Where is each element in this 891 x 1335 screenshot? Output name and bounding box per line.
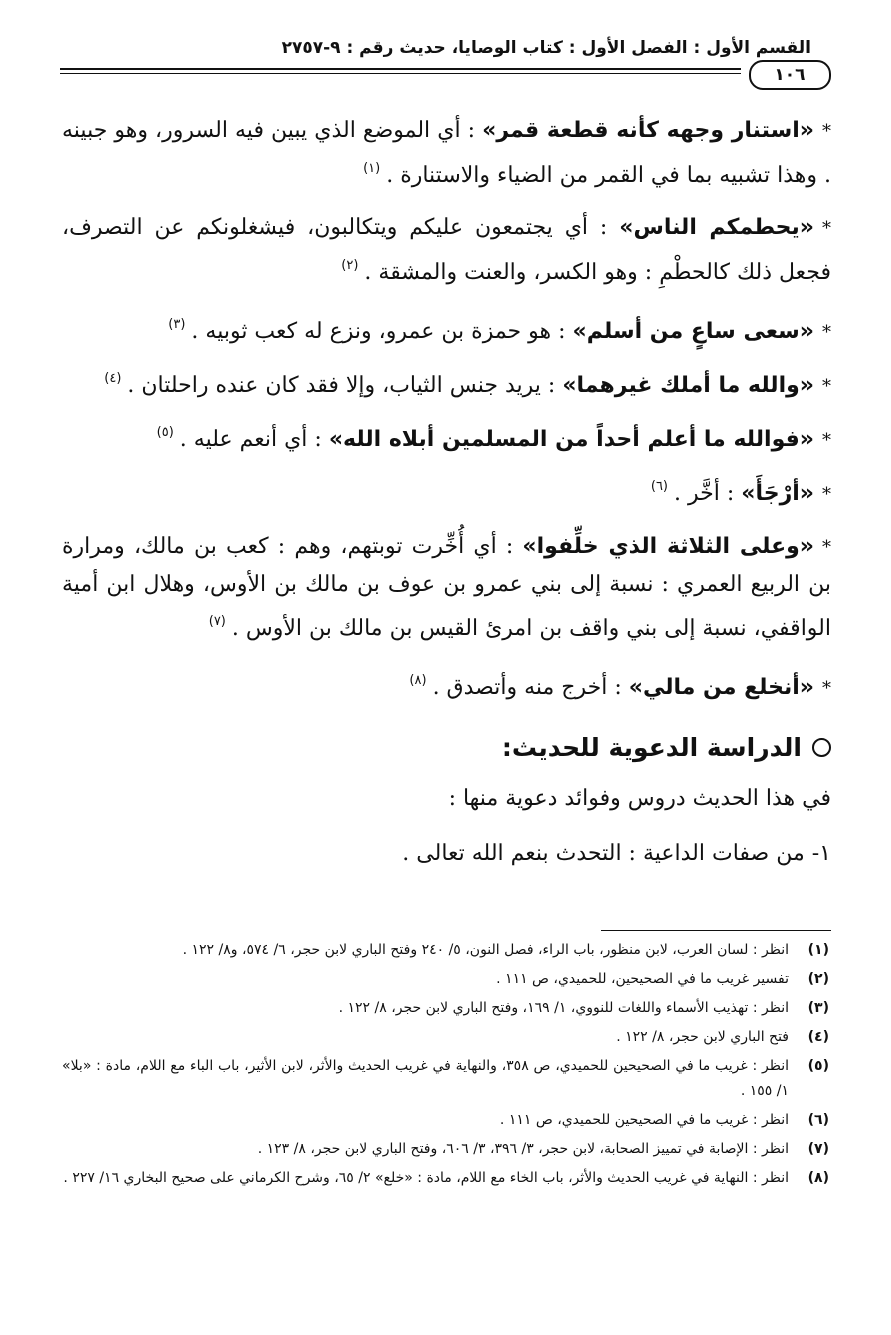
asterisk-icon: * (822, 678, 831, 699)
gloss-text: : أي يجتمعون عليكم ويتكالبون، فيشغلونكم عن التصرف، فجعل ذلك كالحطْمِ : وهو الكسر، والعنت والمشقة . (62, 215, 831, 285)
asterisk-icon: * (822, 218, 831, 239)
section-heading-text: الدراسة الدعوية للحديث: (501, 733, 802, 762)
running-header (60, 38, 831, 85)
gloss-text: : أي أنعم عليه . (179, 427, 329, 452)
footnote-ref[interactable]: (٣) (168, 317, 186, 332)
page-number: ١٠٦ (749, 60, 831, 90)
footnote-ref[interactable]: (٥) (156, 425, 174, 440)
footnote-text: فتح الباري لابن حجر، ٨/ ١٢٢ . (616, 1029, 789, 1045)
gloss-text: : أي الموضع الذي يبين فيه السرور، وهو جبينه . وهذا تشبيه بما في القمر من الضياء والاستنارة . (62, 118, 831, 188)
footnote-text: انظر : لسان العرب، لابن منظور، باب الراء، فصل النون، ٥/ ٢٤٠ وفتح الباري لابن حجر، ٦/ ٥٧٤، و٨/ ١٢٢ . (182, 942, 789, 958)
main-text (62, 112, 831, 890)
gloss-term: «يحطمكم الناس» (619, 215, 814, 240)
section-point-1: ١- من صفات الداعية : التحدث بنعم الله تعالى . (402, 841, 831, 866)
footnote (62, 1166, 829, 1191)
footnote (62, 938, 829, 963)
footnote-ref[interactable]: (٧) (208, 614, 226, 629)
footnote (62, 1054, 829, 1104)
gloss-term: «أنخلع من مالي» (628, 675, 814, 700)
gloss-entry-8 (62, 662, 831, 707)
footnote-number: (٧) (807, 1141, 829, 1157)
footnote (62, 967, 829, 992)
gloss-entry-3 (62, 306, 831, 351)
section-intro: في هذا الحديث دروس وفوائد دعوية منها : (448, 786, 831, 811)
gloss-entry-2 (62, 209, 831, 291)
gloss-entry-6 (62, 468, 831, 513)
gloss-term: «أرْجَأَ» (741, 481, 814, 506)
footnote-number: (١) (807, 942, 829, 958)
asterisk-icon: * (822, 121, 831, 142)
gloss-entry-5 (62, 414, 831, 459)
footnote-text: انظر : غريب ما في الصحيحين للحميدي، ص ٣٥٨، والنهاية في غريب الحديث والأثر، لابن الأثير، باب الباء مع اللام، مادة : «بلا» ١/ ١٥٥ . (62, 1058, 789, 1099)
footnote-number: (٨) (807, 1170, 829, 1186)
gloss-text: : أخرج منه وأتصدق . (432, 675, 629, 700)
footnote-number: (٥) (807, 1058, 829, 1074)
asterisk-icon: * (822, 537, 831, 558)
asterisk-icon: * (822, 484, 831, 505)
footnote-number: (٦) (807, 1112, 829, 1128)
gloss-text: : أي أُخِّرت توبتهم، وهم : كعب بن مالك، ومرارة بن الربيع العمري : نسبة إلى بني عمرو بن عوف بن مالك بن الأوس، وهلال ابن أمية الواقفي، نسبة إلى بني واقف بن امرئ القيس بن مالك بن الأوس . (62, 534, 831, 641)
gloss-term: «وعلى الثلاثة الذي خلِّفوا» (522, 534, 814, 559)
footnote (62, 1025, 829, 1050)
footnote (62, 996, 829, 1021)
asterisk-icon: * (822, 376, 831, 397)
gloss-text: : هو حمزة بن عمرو، ونزع له كعب ثوبيه . (191, 319, 573, 344)
gloss-entry-4 (62, 360, 831, 405)
asterisk-icon: * (822, 322, 831, 343)
footnote-number: (٣) (807, 1000, 829, 1016)
footnote-divider (601, 930, 831, 931)
footnote-ref[interactable]: (٢) (341, 258, 359, 273)
gloss-term: «سعى ساعٍ من أسلم» (572, 319, 814, 344)
asterisk-icon: * (822, 430, 831, 451)
circle-bullet-icon (812, 738, 831, 757)
gloss-term: «فوالله ما أعلم أحداً من المسلمين أبلاه الله» (328, 427, 814, 452)
gloss-term: «والله ما أملك غيرهما» (562, 373, 814, 398)
footnote (62, 1137, 829, 1162)
footnote-number: (٤) (807, 1029, 829, 1045)
footnote-ref[interactable]: (٤) (104, 371, 122, 386)
footnote-text: تفسير غريب ما في الصحيحين، للحميدي، ص ١١١ . (496, 971, 789, 987)
footnote-text: انظر : تهذيب الأسماء واللغات للنووي، ١/ ١٦٩، وفتح الباري لابن حجر، ٨/ ١٢٢ . (338, 1000, 789, 1016)
footnote-number: (٢) (807, 971, 829, 987)
gloss-text: : أخَّر . (674, 481, 742, 506)
footnote-ref[interactable]: (١) (363, 161, 381, 176)
footnote-ref[interactable]: (٦) (650, 479, 668, 494)
gloss-term: «استنار وجهه كأنه قطعة قمر» (482, 118, 814, 143)
gloss-entry-7 (62, 528, 831, 647)
footnote-text: انظر : الإصابة في تمييز الصحابة، لابن حجر، ٣/ ٣٩٦، ٣/ ٦٠٦، وفتح الباري لابن حجر، ٨/ ١٢٣ . (257, 1141, 789, 1157)
header-rule-thin (60, 73, 741, 74)
gloss-entry-1 (62, 112, 831, 194)
header-title: القسم الأول : الفصل الأول : كتاب الوصايا، حديث رقم : ٩-٢٧٥٧ (281, 38, 811, 58)
footnotes (62, 938, 829, 1195)
footnote-text: انظر : غريب ما في الصحيحين للحميدي، ص ١١١ . (499, 1112, 789, 1128)
footnote-text: انظر : النهاية في غريب الحديث والأثر، باب الخاء مع اللام، مادة : «خلع» ٢/ ٦٥، وشرح الكرماني على صحيح البخاري ١٦/ ٢٢٧ . (63, 1170, 789, 1186)
footnote (62, 1108, 829, 1133)
footnote-ref[interactable]: (٨) (409, 673, 427, 688)
section-heading (62, 729, 831, 766)
header-rule (60, 68, 741, 70)
gloss-text: : يريد جنس الثياب، وإلا فقد كان عنده راحلتان . (127, 373, 563, 398)
